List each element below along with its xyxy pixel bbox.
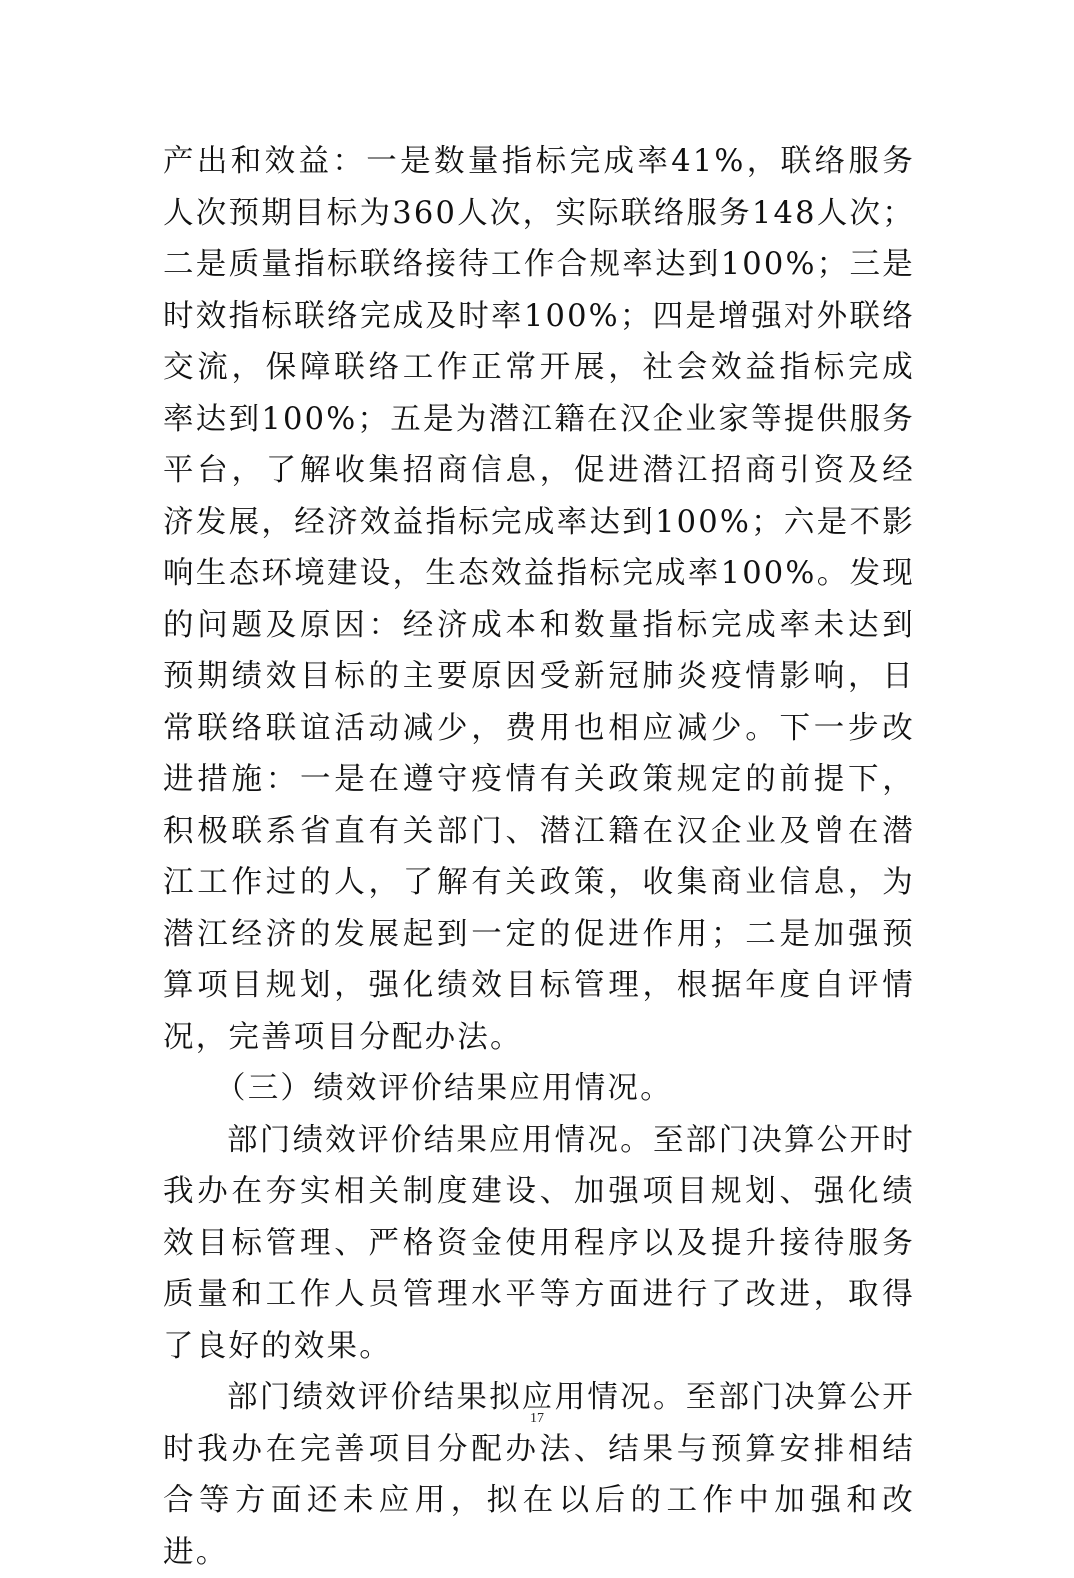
paragraph-results-applied: 部门绩效评价结果应用情况。至部门决算公开时我办在夯实相关制度建设、加强项目规划、强化绩效目标管理、严格资金使用程序以及提升接待服务质量和工作人员管理水平等方面进行了改进，取得了良好的效果。 xyxy=(163,1122,915,1364)
section-heading: （三）绩效评价结果应用情况。 xyxy=(215,1071,673,1106)
paragraph-outputs-and-benefits: 产出和效益：一是数量指标完成率41%，联络服务人次预期目标为360人次，实际联络服务148人次；二是质量指标联络接待工作合规率达到100%；三是时效指标联络完成及时率100%；四是增强对外联络交流，保障联络工作正常开展，社会效益指标完成率达到100%；五是为潜江籍在汉企业家等提供服务平台，了解收集招商信息，促进潜江招商引资及经济发展，经济效益指标完成率达到100%；六是不影响生态环境建设，生态效益指标完成率100%。发现的问题及原因：经济成本和数量指标完成率未达到预期绩效目标的主要原因受新冠肺炎疫情影响，日常联络联谊活动减少，费用也相应减少。下一步改进措施：一是在遵守疫情有关政策规定的前提下，积极联系省直有关部门、潜江籍在汉企业及曾在潜江工作过的人，了解有关政策，收集商业信息，为潜江经济的发展起到一定的促进作用；二是加强预算项目规划，强化绩效目标管理，根据年度自评情况，完善项目分配办法。 xyxy=(163,144,915,1055)
paragraph-results-planned: 部门绩效评价结果拟应用情况。至部门决算公开时我办在完善项目分配办法、结果与预算安排相结合等方面还未应用，拟在以后的工作中加强和改进。 xyxy=(163,1380,915,1570)
document-body xyxy=(163,136,915,1578)
page-number: 17 xyxy=(530,1411,544,1426)
